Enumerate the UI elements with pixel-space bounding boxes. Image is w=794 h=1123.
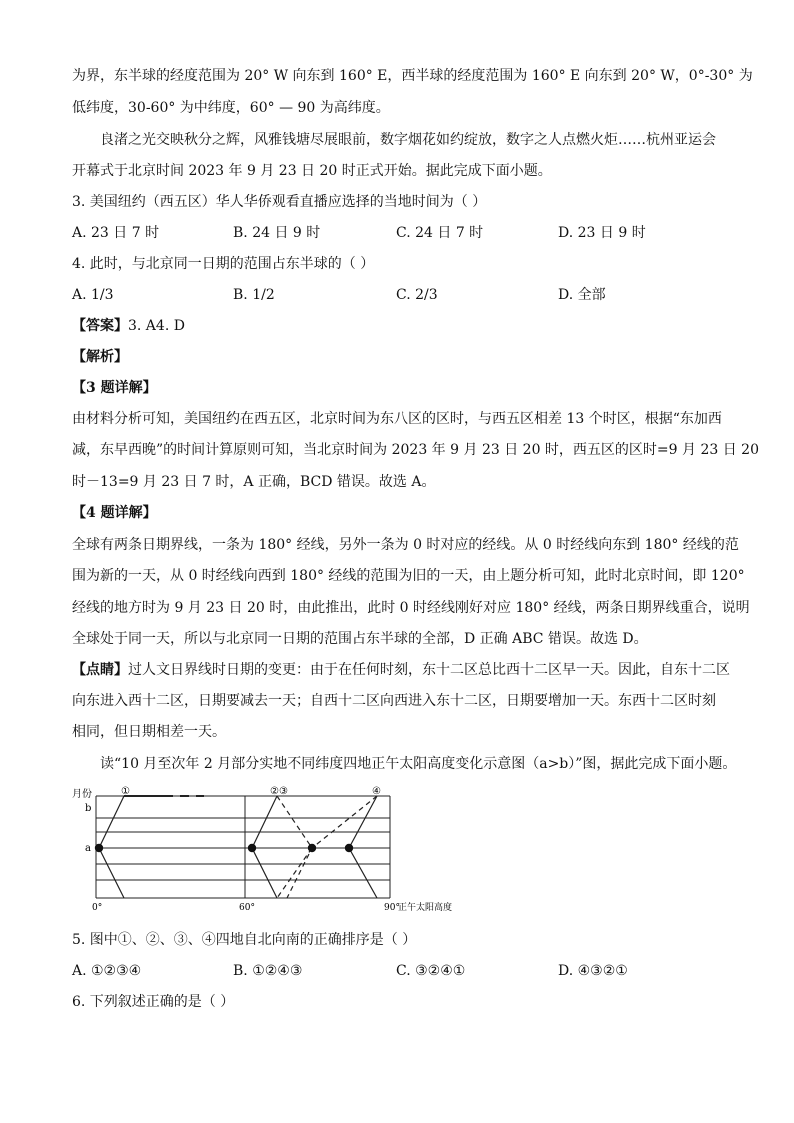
answer-line [72, 316, 185, 336]
question-stem: 4. 此时，与北京同一日期的范围占东半球的（ ） [72, 256, 375, 272]
text-line: 良渚之光交映秋分之辉，风雅钱塘尽展眼前，数字烟花如约绽放，数字之人点燃火炬……杭州亚运会 [100, 132, 716, 148]
text-line: 围为新的一天，从 0 时经线向西到 180° 经线的范围为旧的一天，由上题分析可知，此时北京时间，即 120° [72, 568, 745, 584]
y-axis-label: 月份 [72, 789, 92, 800]
curve-4 [287, 796, 377, 898]
marker-1: ① [121, 786, 130, 797]
marker-2-3: ②③ [270, 786, 288, 797]
tick-90: 90° [384, 903, 400, 913]
answer-label: 【答案】 [72, 318, 128, 334]
option-a: A. ①②③④ [72, 963, 142, 979]
option-b: B. 24 日 9 时 [233, 225, 321, 241]
option-c: C. 2/3 [396, 287, 438, 303]
x-axis-label: 正午太阳高度 [398, 903, 453, 913]
curve-1 [99, 796, 204, 898]
intro-5: 读“10 月至次年 2 月部分实地不同纬度四地正午太阳高度变化示意图（a>b）”图，据此完成下面小题。 [100, 756, 737, 772]
label-b: b [85, 803, 92, 814]
tick-0: 0° [92, 903, 103, 913]
text-line: 【点睛】过人文日界线时日期的变更：由于在任何时刻，东十二区总比西十二区早一天。因此，自东十二区 [72, 662, 730, 678]
text-line: 经线的地方时为 9 月 23 日 20 时，由此推出，此时 0 时经线刚好对应 180° 经线，两条日期界线重合，说明 [72, 600, 750, 616]
option-b: B. ①②④③ [233, 963, 303, 979]
option-c: C. ③②④① [396, 963, 466, 979]
text-line: 低纬度，30-60° 为中纬度，60° — 90 为高纬度。 [72, 100, 390, 116]
tick-60: 60° [239, 903, 255, 913]
text-line: 由材料分析可知，美国纽约在西五区，北京时间为东八区的区时，与西五区相差 13 个时区，根据“东加西 [72, 411, 722, 427]
option-a: A. 23 日 7 时 [72, 225, 160, 241]
text-line: 时－13=9 月 23 日 7 时，A 正确，BCD 错误。故选 A。 [72, 474, 436, 490]
question-6-stem: 6. 下列叙述正确的是（ ） [72, 994, 235, 1010]
text-line: 全球有两条日期界线，一条为 180° 经线，另外一条为 0 时对应的经线。从 0 时经线向东到 180° 经线的范 [72, 537, 739, 553]
option-a: A. 1/3 [72, 287, 114, 303]
text-line: 全球处于同一天，所以与北京同一日期的范围占东半球的全部，D 正确 ABC 错误。故选 D。 [72, 631, 648, 647]
label-a: a [85, 843, 91, 854]
curve-2-3 [252, 796, 312, 898]
tip-label: 【点睛】 [72, 662, 128, 678]
text-line: 开幕式于北京时间 2023 年 9 月 23 日 20 时正式开始。据此完成下面小题。 [72, 163, 552, 179]
option-d: D. ④③②① [558, 963, 628, 979]
marker-4: ④ [372, 786, 381, 797]
text-line: 为界，东半球的经度范围为 20° W 向东到 160° E，西半球的经度范围为 160° E 向东到 20° W，0°-30° 为 [72, 68, 753, 84]
text-line: 向东进入西十二区，日期要减去一天；自西十二区向西进入东十二区，日期要增加一天。东西十二区时刻 [72, 693, 716, 709]
text-line: 相同，但日期相差一天。 [72, 724, 226, 740]
detail-heading: 【4 题详解】 [72, 505, 157, 521]
detail-heading: 【3 题详解】 [72, 380, 157, 396]
option-d: D. 全部 [558, 287, 606, 303]
option-c: C. 24 日 7 时 [396, 225, 484, 241]
option-d: D. 23 日 9 时 [558, 225, 646, 241]
text-line: 减，东早西晚”的时间计算原则可知，当北京时间为 2023 年 9 月 23 日 20 时，西五区的区时=9 月 23 日 20 [72, 442, 759, 458]
answer-value: 3. A4. D [128, 318, 185, 334]
analysis-label: 【解析】 [72, 349, 128, 365]
question-stem: 5. 图中①、②、③、④四地自北向南的正确排序是（ ） [72, 932, 417, 948]
option-b: B. 1/2 [233, 287, 275, 303]
question-stem: 3. 美国纽约（西五区）华人华侨观看直播应选择的当地时间为（ ） [72, 194, 487, 210]
solar-altitude-diagram [72, 784, 482, 916]
